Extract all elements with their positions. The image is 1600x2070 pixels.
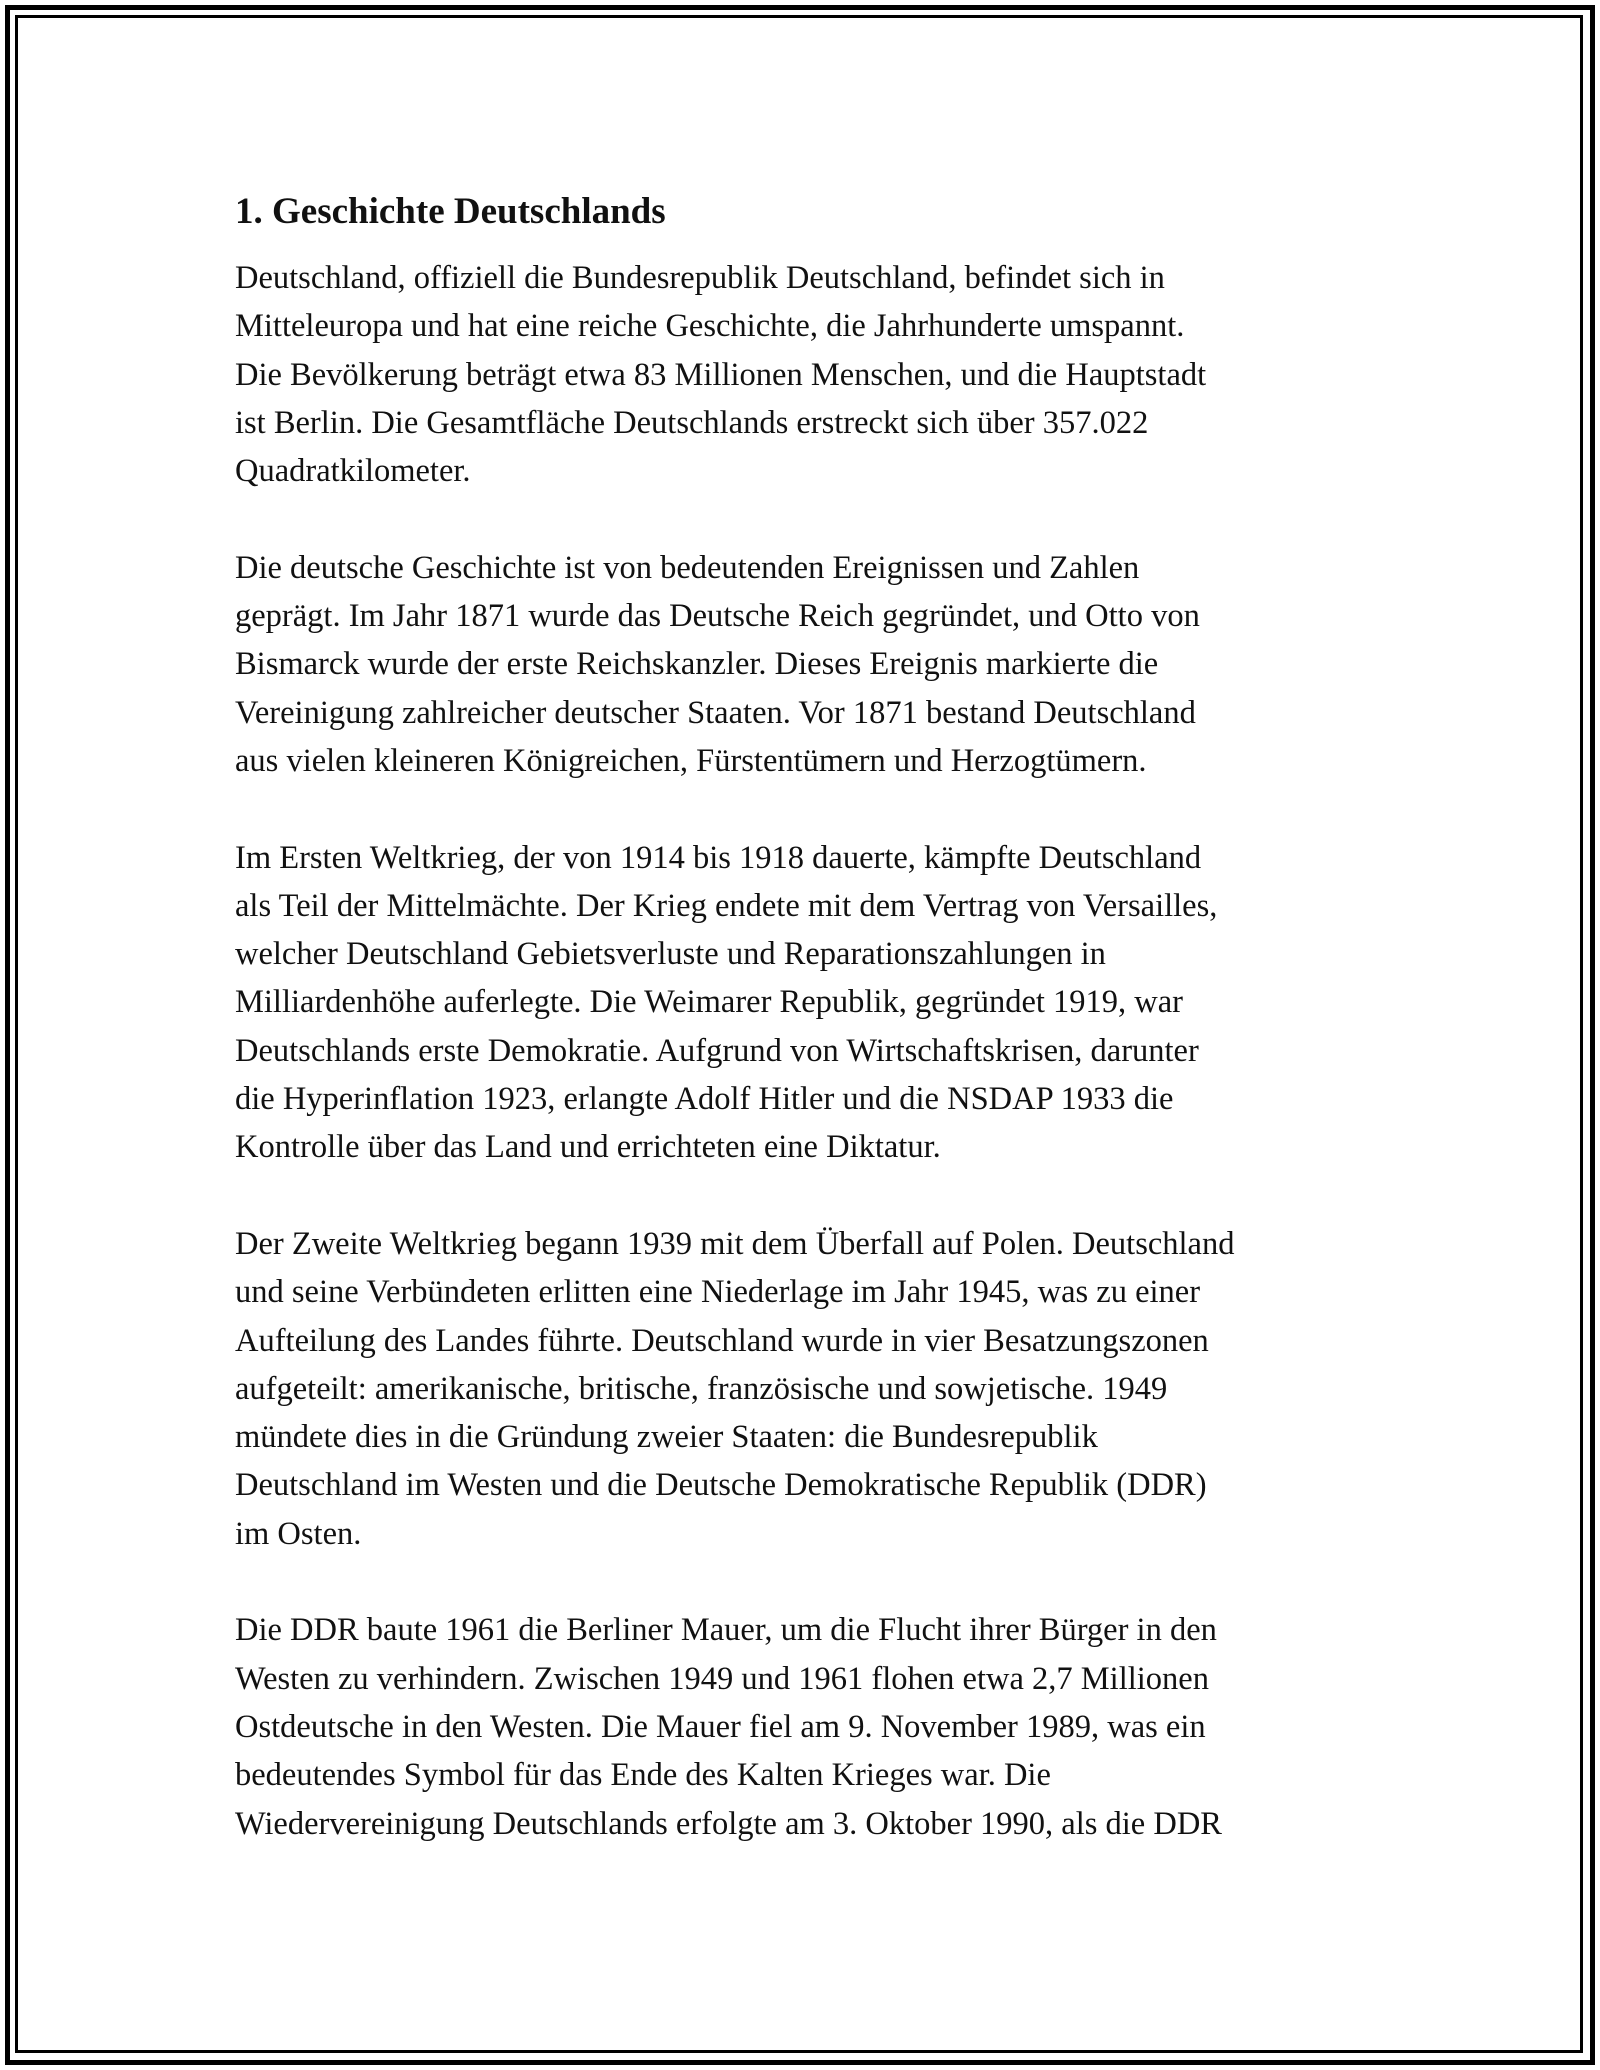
text-line: die Hyperinflation 1923, erlangte Adolf Hitler und die NSDAP 1933 die	[235, 1081, 1174, 1118]
text-line: ist Berlin. Die Gesamtfläche Deutschlands erstreckt sich über 357.022	[235, 404, 1149, 441]
text-line: aufgeteilt: amerikanische, britische, französische und sowjetische. 1949	[235, 1370, 1168, 1407]
paragraph-first-world-war	[235, 834, 1385, 1172]
text-line: geprägt. Im Jahr 1871 wurde das Deutsche Reich gegründet, und Otto von	[235, 598, 1200, 635]
text-line: Die deutsche Geschichte ist von bedeutenden Ereignissen und Zahlen	[235, 549, 1140, 586]
text-line: Ostdeutsche in den Westen. Die Mauer fiel am 9. November 1989, was ein	[235, 1708, 1206, 1745]
text-line: Mitteleuropa und hat eine reiche Geschichte, die Jahrhunderte umspannt.	[235, 308, 1185, 345]
text-line: Im Ersten Weltkrieg, der von 1914 bis 1918 dauerte, kämpfte Deutschland	[235, 839, 1202, 876]
section-heading: 1. Geschichte Deutschlands	[235, 191, 666, 232]
text-line: mündete dies in die Gründung zweier Staaten: die Bundesrepublik	[235, 1419, 1098, 1456]
text-line: im Osten.	[235, 1515, 362, 1552]
text-line: Quadratkilometer.	[235, 453, 471, 490]
text-line: Wiedervereinigung Deutschlands erfolgte am 3. Oktober 1990, als die DDR	[235, 1805, 1222, 1842]
text-line: Aufteilung des Landes führte. Deutschland wurde in vier Besatzungszonen	[235, 1322, 1209, 1359]
text-line: bedeutendes Symbol für das Ende des Kalten Krieges war. Die	[235, 1757, 1051, 1794]
paragraph-second-world-war	[235, 1220, 1385, 1558]
text-line: Bismarck wurde der erste Reichskanzler. Dieses Ereignis markierte die	[235, 646, 1159, 683]
text-line: Der Zweite Weltkrieg begann 1939 mit dem Überfall auf Polen. Deutschland	[235, 1225, 1235, 1262]
text-line: Deutschlands erste Demokratie. Aufgrund von Wirtschaftskrisen, darunter	[235, 1032, 1199, 1069]
paragraph-intro	[235, 254, 1385, 495]
text-line: aus vielen kleineren Königreichen, Fürstentümern und Herzogtümern.	[235, 742, 1147, 779]
text-line: Die Bevölkerung beträgt etwa 83 Millionen Menschen, und die Hauptstadt	[235, 356, 1207, 393]
paragraph-ddr-reunification	[235, 1606, 1385, 1847]
text-line: Vereinigung zahlreicher deutscher Staaten. Vor 1871 bestand Deutschland	[235, 694, 1196, 731]
text-line: welcher Deutschland Gebietsverluste und Reparationszahlungen in	[235, 936, 1106, 973]
text-line: Die DDR baute 1961 die Berliner Mauer, um die Flucht ihrer Bürger in den	[235, 1612, 1217, 1649]
text-line: Kontrolle über das Land und errichteten eine Diktatur.	[235, 1129, 941, 1166]
text-line: Westen zu verhindern. Zwischen 1949 und 1961 flohen etwa 2,7 Millionen	[235, 1660, 1209, 1697]
text-line: Milliardenhöhe auferlegte. Die Weimarer Republik, gegründet 1919, war	[235, 984, 1183, 1021]
text-line: und seine Verbündeten erlitten eine Niederlage im Jahr 1945, was zu einer	[235, 1274, 1201, 1311]
document-body	[235, 188, 1385, 1896]
paragraph-reich	[235, 544, 1385, 785]
text-line: Deutschland im Westen und die Deutsche Demokratische Republik (DDR)	[235, 1467, 1207, 1504]
text-line: Deutschland, offiziell die Bundesrepublik Deutschland, befindet sich in	[235, 260, 1165, 296]
text-line: als Teil der Mittelmächte. Der Krieg endete mit dem Vertrag von Versailles,	[235, 887, 1218, 924]
